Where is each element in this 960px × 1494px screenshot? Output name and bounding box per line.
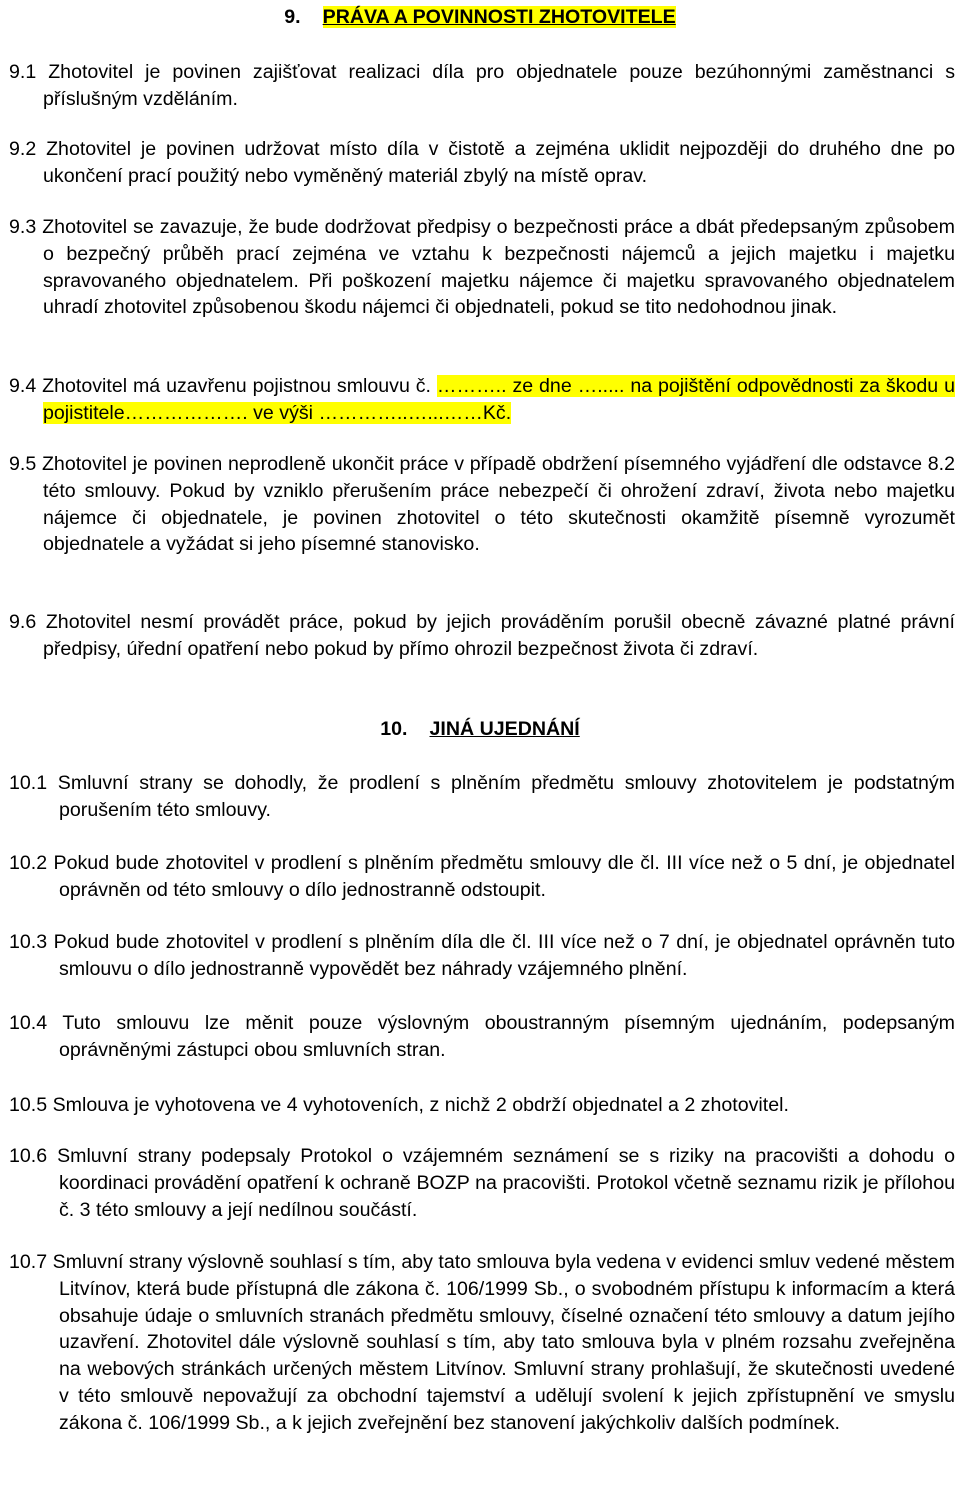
paragraph-10-4 — [9, 1010, 955, 1064]
paragraph-9-4 — [9, 373, 955, 427]
paragraph-number: 10.7 — [9, 1251, 48, 1273]
paragraph-text: Smlouva je vyhotovena ve 4 vyhotoveních, z nichž 2 obdrží objednatel a 2 zhotovitel. — [52, 1094, 789, 1116]
section-number: 10. — [380, 718, 408, 740]
paragraph-text: Zhotovitel je povinen neprodleně ukončit práce v případě obdržení písemného vyjádření dle odstavce 8.2 této smlouvy. Pokud by vzniklo přerušením práce nebezpečí či ohrožení zdraví, života nebo majetku nájemce či objednatele, je povinen zhotovitel o této skutečnosti okamžitě písemně vyrozumět objednatele a vyžádat si jeho písemné stanovisko. — [41, 453, 955, 556]
paragraph-10-3 — [9, 929, 955, 983]
paragraph-number: 10.5 — [9, 1094, 48, 1116]
paragraph-number: 9.4 — [9, 375, 37, 397]
paragraph-text: Zhotovitel nesmí provádět práce, pokud by jejich prováděním porušil obecně závazné platné právní předpisy, úřední opatření nebo pokud by přímo ohrozil bezpečnost života či zdraví. — [43, 611, 955, 660]
paragraph-9-2 — [9, 136, 955, 190]
section-title: PRÁVA A POVINNOSTI ZHOTOVITELE — [322, 6, 676, 28]
paragraph-number: 10.2 — [9, 852, 48, 874]
paragraph-number: 10.4 — [9, 1012, 48, 1034]
paragraph-number: 10.3 — [9, 931, 48, 953]
paragraph-text: Zhotovitel je povinen udržovat místo díla v čistotě a zejména uklidit nejpozději do druhého dne po ukončení prací použitý nebo vyměněný materiál zbylý na místě oprav. — [43, 138, 955, 187]
paragraph-10-7 — [9, 1249, 955, 1437]
paragraph-text: Zhotovitel je povinen zajišťovat realizaci díla pro objednatele pouze bezúhonnými zaměstnanci s příslušným vzděláním. — [43, 61, 955, 110]
paragraph-number: 10.6 — [9, 1145, 48, 1167]
paragraph-text: Smluvní strany výslovně souhlasí s tím, aby tato smlouva byla vedena v evidenci smluv vedené městem Litvínov, která bude přístupná dle zákona č. 106/1999 Sb., o svobodném přístupu k informacím a která obsahuje údaje o smluvních stranách předmětu smlouvy, číselné označení této smlouvy a datum jejího uzavření. Zhotovitel dále výslovně souhlasí s tím, aby tato smlouva byla v plném rozsahu zveřejněna na webových stránkách určených městem Litvínov. Smluvní strany prohlašují, že skutečnosti uvedené v této smlouvě nepovažují za obchodní tajemství a udělují svolení k jejich zpřístupnění ve smyslu zákona č. 106/1999 Sb., a k jejich zveřejnění bez stanovení jakýchkoliv dalších podmínek. — [52, 1251, 955, 1434]
section-title: JINÁ UJEDNÁNÍ — [429, 718, 580, 740]
section-10-heading — [0, 716, 960, 743]
paragraph-9-5 — [9, 451, 955, 558]
paragraph-9-6 — [9, 609, 955, 663]
paragraph-text: Tuto smlouvu lze měnit pouze výslovným oboustranným písemným ujednáním, podepsaným oprávněnými zástupci obou smluvních stran. — [59, 1012, 955, 1061]
paragraph-number: 9.5 — [9, 453, 37, 475]
section-number: 9. — [284, 6, 301, 28]
paragraph-text: Smluvní strany se dohodly, že prodlení s plněním předmětu smlouvy zhotovitelem je podstatným porušením této smlouvy. — [57, 772, 955, 821]
paragraph-number: 9.2 — [9, 138, 37, 160]
section-9-heading — [0, 4, 960, 31]
paragraph-10-5 — [9, 1092, 955, 1119]
paragraph-text: Zhotovitel se zavazuje, že bude dodržovat předpisy o bezpečnosti práce a dbát předepsaným způsobem o bezpečný průběh prací zejména ve vztahu k bezpečnosti nájemců a jejich majetku i majetku spravovaného objednatelem. Při poškození majetku nájemce či majetku spravovaného objednatelem uhradí zhotovitel způsobenou škodu nájemci či objednateli, pokud se tito nedohodnou jinak. — [42, 216, 955, 319]
paragraph-text: Pokud bude zhotovitel v prodlení s plněním díla dle čl. III více než o 7 dní, je objednatel oprávněn tuto smlouvu o dílo jednostranně vypovědět bez náhrady vzájemného plnění. — [53, 931, 955, 980]
paragraph-9-3 — [9, 214, 955, 321]
paragraph-text: Zhotovitel má uzavřenu pojistnou smlouvu č. — [42, 375, 437, 397]
paragraph-text: Smluvní strany podepsaly Protokol o vzájemném seznámení se s riziky na pracovišti a dohodu o koordinaci provádění opatření k ochraně BOZP na pracovišti. Protokol včetně seznamu rizik je přílohou č. 3 této smlouvy a její nedílnou součástí. — [57, 1145, 955, 1221]
paragraph-9-1 — [9, 59, 955, 113]
paragraph-number: 9.3 — [9, 216, 37, 238]
paragraph-10-2 — [9, 850, 955, 904]
highlighted-insurance-fields: ……….. ze dne …..... na pojištění odpovědnosti za škodu u pojistitele………………. ve výši …………..…...……Kč. — [43, 375, 955, 424]
paragraph-number: 10.1 — [9, 772, 48, 794]
paragraph-text: Pokud bude zhotovitel v prodlení s plněním předmětu smlouvy dle čl. III více než o 5 dní, je objednatel oprávněn od této smlouvy o dílo jednostranně odstoupit. — [53, 852, 955, 901]
paragraph-10-1 — [9, 770, 955, 824]
paragraph-number: 9.6 — [9, 611, 37, 633]
paragraph-10-6 — [9, 1143, 955, 1223]
paragraph-number: 9.1 — [9, 61, 37, 83]
